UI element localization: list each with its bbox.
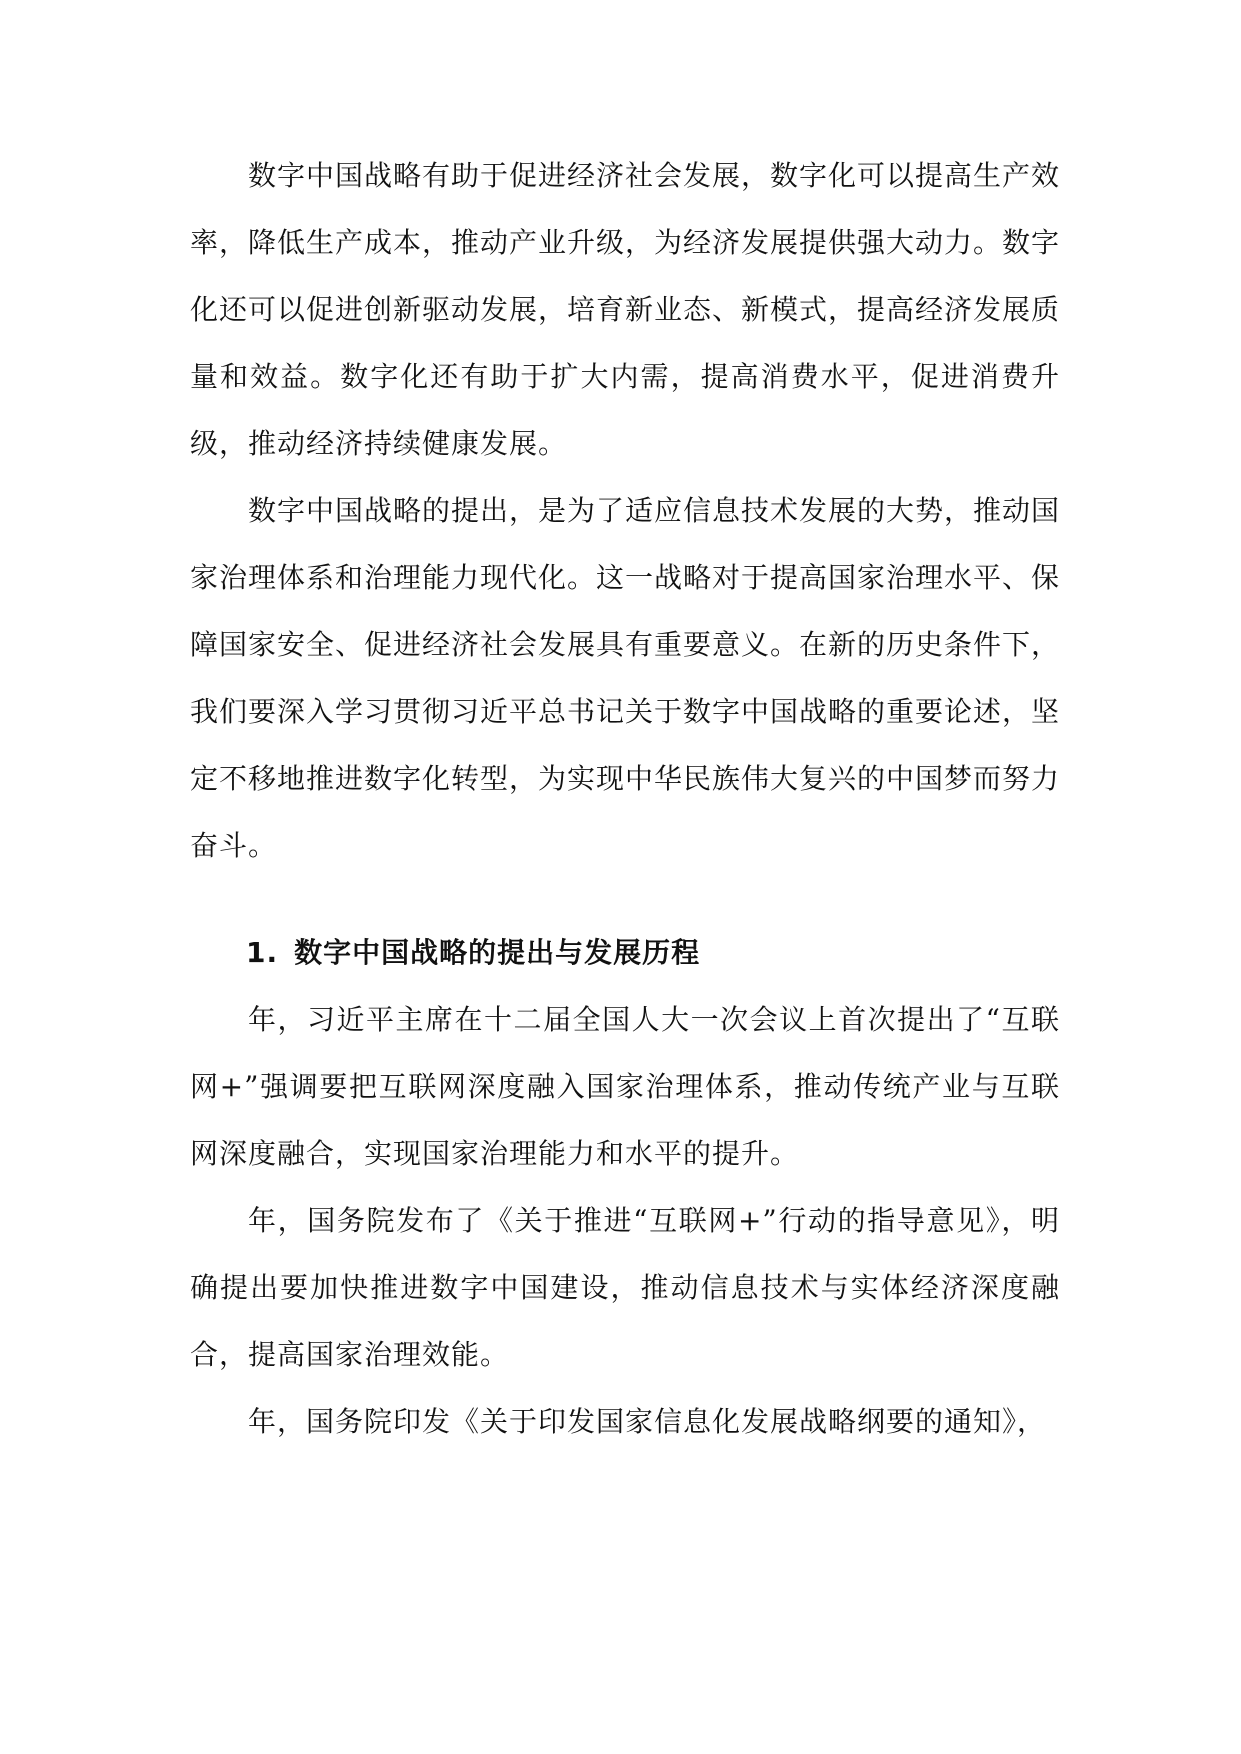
paragraph-state-council-guidance: 年，国务院发布了《关于推进“互联网+”行动的指导意见》，明确提出要加快推进数字中国建设，推动信息技术与实体经济深度融合，提高国家治理效能。: [190, 1204, 1060, 1371]
document-body: [190, 142, 1060, 1455]
paragraph-strategy-significance: 数字中国战略的提出，是为了适应信息技术发展的大势，推动国家治理体系和治理能力现代化。这一战略对于提高国家治理水平、保障国家安全、促进经济社会发展具有重要意义。在新的历史条件下，我们要深入学习贯彻习近平总书记关于数字中国战略的重要论述，坚定不移地推进数字化转型，为实现中华民族伟大复兴的中国梦而努力奋斗。: [190, 494, 1061, 862]
section-heading: [190, 919, 1060, 986]
paragraph-informatization-outline: 年，国务院印发《关于印发国家信息化发展战略纲要的通知》，: [248, 1405, 1047, 1438]
section-number: 1.: [246, 936, 279, 969]
section-title: 数字中国战略的提出与发展历程: [294, 936, 701, 969]
paragraph-economic-development: 数字中国战略有助于促进经济社会发展，数字化可以提高生产效率，降低生产成本，推动产业升级，为经济发展提供强大动力。数字化还可以促进创新驱动发展，培育新业态、新模式，提高经济发展质量和效益。数字化还有助于扩大内需，提高消费水平，促进消费升级，推动经济持续健康发展。: [190, 159, 1061, 460]
paragraph-internet-plus-proposal: 年，习近平主席在十二届全国人大一次会议上首次提出了“互联网+”强调要把互联网深度融入国家治理体系，推动传统产业与互联网深度融合，实现国家治理能力和水平的提升。: [190, 1003, 1060, 1170]
